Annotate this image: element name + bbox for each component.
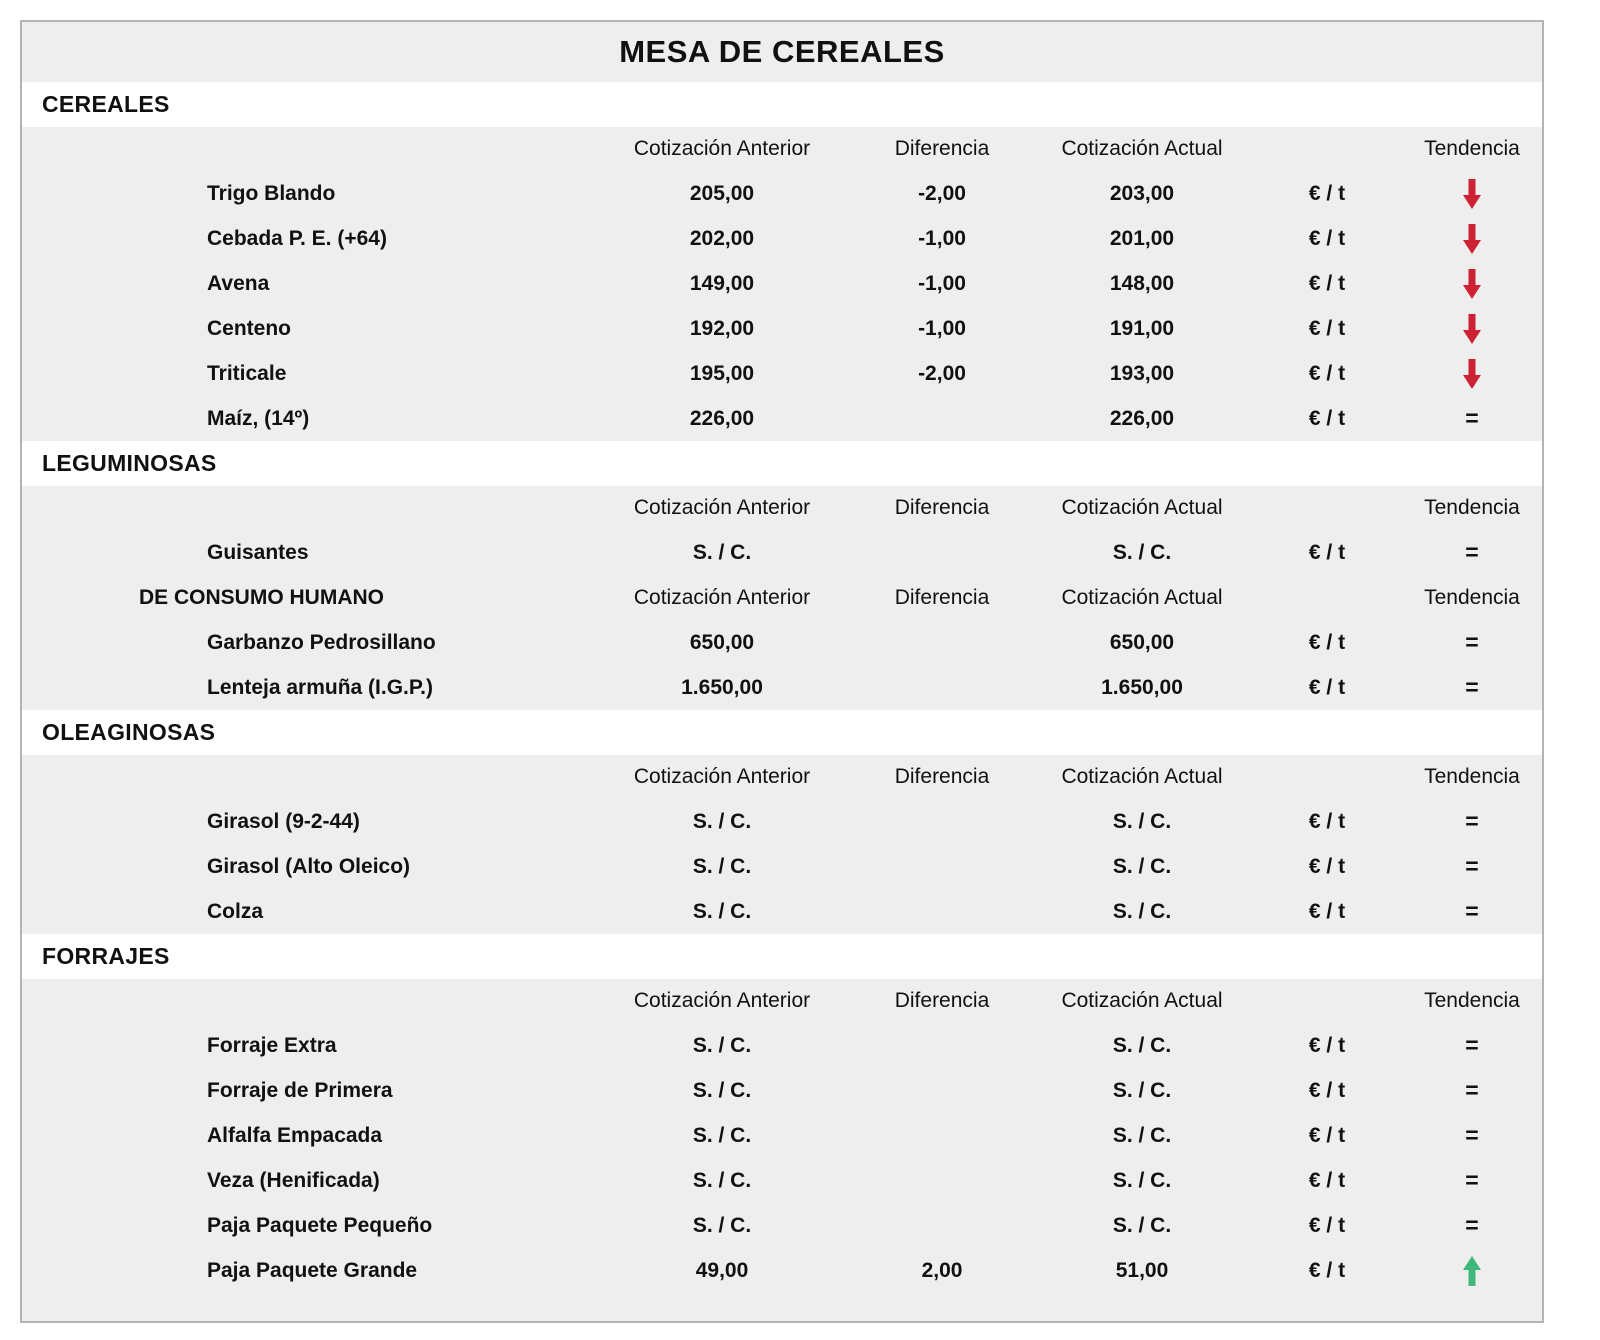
current-quote-value: S. / C. (1112, 540, 1172, 564)
previous-quote-value: 205,00 (689, 181, 755, 205)
section-title: LEGUMINOSAS (42, 450, 217, 476)
trend-up-arrow-icon (1402, 1254, 1542, 1288)
board-title-bar (22, 22, 1542, 82)
product-name: Forraje de Primera (207, 1078, 393, 1102)
trend-equal-icon: = (1465, 852, 1479, 879)
current-quote-value: S. / C. (1112, 1168, 1172, 1192)
column-header-row (22, 127, 1542, 171)
previous-quote-value: 1.650,00 (681, 675, 763, 699)
product-name: Trigo Blando (207, 181, 336, 205)
column-header-current: Cotización Actual (1061, 137, 1223, 160)
current-quote-value: 201,00 (1109, 226, 1175, 250)
unit-label: € / t (1308, 181, 1346, 205)
difference-value: -1,00 (918, 226, 966, 250)
column-header-trend: Tendencia (1424, 137, 1520, 160)
unit-label: € / t (1308, 271, 1346, 295)
current-quote-value: S. / C. (1112, 1033, 1172, 1057)
trend-down-arrow-icon (1402, 312, 1542, 346)
previous-quote-value: S. / C. (692, 1123, 752, 1147)
board-bottom-padding (22, 1293, 1542, 1321)
previous-quote-value: 192,00 (689, 316, 755, 340)
section-rows-oleaginosas (22, 755, 1542, 934)
column-header-previous: Cotización Anterior (633, 137, 811, 160)
unit-label: € / t (1308, 316, 1346, 340)
table-row[interactable] (22, 530, 1542, 575)
current-quote-value: S. / C. (1112, 1213, 1172, 1237)
table-row[interactable] (22, 620, 1542, 665)
difference-value: 2,00 (921, 1258, 963, 1282)
previous-quote-value: 49,00 (695, 1258, 749, 1282)
product-name: Forraje Extra (207, 1033, 337, 1057)
column-header-current: Cotización Actual (1061, 989, 1223, 1012)
trend-equal-icon: = (1465, 628, 1479, 655)
trend-equal-icon: = (1465, 897, 1479, 924)
table-row[interactable] (22, 261, 1542, 306)
product-name: Avena (207, 271, 270, 295)
previous-quote-value: 149,00 (689, 271, 755, 295)
column-header-difference: Diferencia (894, 585, 990, 609)
current-quote-value: S. / C. (1112, 899, 1172, 923)
unit-label: € / t (1308, 1258, 1346, 1282)
column-header-row (22, 755, 1542, 799)
current-quote-value: 51,00 (1115, 1258, 1169, 1282)
unit-label: € / t (1308, 406, 1346, 430)
column-header-previous: Cotización Anterior (633, 585, 811, 609)
column-header-current: Cotización Actual (1061, 765, 1223, 788)
difference-value: -2,00 (918, 181, 966, 205)
section-header-leguminosas (22, 441, 1542, 486)
product-name: Guisantes (207, 540, 309, 564)
column-header-previous: Cotización Anterior (633, 765, 811, 788)
page-title: MESA DE CEREALES (619, 34, 945, 69)
product-name: Centeno (207, 316, 291, 340)
previous-quote-value: S. / C. (692, 809, 752, 833)
column-header-previous: Cotización Anterior (633, 496, 811, 519)
unit-label: € / t (1308, 540, 1346, 564)
previous-quote-value: 202,00 (689, 226, 755, 250)
current-quote-value: S. / C. (1112, 1123, 1172, 1147)
trend-equal-icon: = (1465, 1076, 1479, 1103)
product-name: Cebada P. E. (+64) (207, 226, 387, 250)
column-header-trend: Tendencia (1424, 496, 1520, 519)
current-quote-value: 1.650,00 (1101, 675, 1183, 699)
previous-quote-value: S. / C. (692, 1168, 752, 1192)
trend-equal-icon: = (1465, 1031, 1479, 1058)
column-header-difference: Diferencia (894, 765, 990, 788)
table-row[interactable] (22, 1068, 1542, 1113)
trend-down-arrow-icon (1402, 222, 1542, 256)
previous-quote-value: 195,00 (689, 361, 755, 385)
unit-label: € / t (1308, 675, 1346, 699)
unit-label: € / t (1308, 630, 1346, 654)
column-header-previous: Cotización Anterior (633, 989, 811, 1012)
difference-value: -1,00 (918, 316, 966, 340)
section-rows-leguminosas (22, 486, 1542, 710)
current-quote-value: S. / C. (1112, 854, 1172, 878)
table-row[interactable] (22, 799, 1542, 844)
section-header-oleaginosas (22, 710, 1542, 755)
table-row[interactable] (22, 1248, 1542, 1293)
table-row[interactable] (22, 1158, 1542, 1203)
unit-label: € / t (1308, 361, 1346, 385)
product-name: Triticale (207, 361, 287, 385)
previous-quote-value: S. / C. (692, 540, 752, 564)
product-name: Colza (207, 899, 264, 923)
section-rows-forrajes (22, 979, 1542, 1293)
product-name: Veza (Henificada) (207, 1168, 380, 1192)
product-name: Alfalfa Empacada (207, 1123, 383, 1147)
previous-quote-value: S. / C. (692, 1213, 752, 1237)
difference-value: -1,00 (918, 271, 966, 295)
table-row[interactable] (22, 1113, 1542, 1158)
table-row[interactable] (22, 396, 1542, 441)
column-header-current: Cotización Actual (1061, 585, 1223, 609)
column-header-row (22, 486, 1542, 530)
product-name: Maíz, (14º) (207, 406, 310, 430)
previous-quote-value: S. / C. (692, 854, 752, 878)
product-name: Garbanzo Pedrosillano (207, 630, 436, 654)
unit-label: € / t (1308, 1033, 1346, 1057)
cereal-price-board (20, 20, 1544, 1323)
trend-equal-icon: = (1465, 1211, 1479, 1238)
current-quote-value: S. / C. (1112, 1078, 1172, 1102)
column-header-current: Cotización Actual (1061, 496, 1223, 519)
column-header-trend: Tendencia (1424, 989, 1520, 1012)
column-header-trend: Tendencia (1424, 585, 1520, 609)
previous-quote-value: 650,00 (689, 630, 755, 654)
sub-section-label: DE CONSUMO HUMANO (139, 585, 384, 609)
table-row[interactable] (22, 351, 1542, 396)
product-name: Paja Paquete Pequeño (207, 1213, 433, 1237)
section-rows-cereales (22, 127, 1542, 441)
section-header-cereales (22, 82, 1542, 127)
unit-label: € / t (1308, 899, 1346, 923)
table-row[interactable] (22, 1203, 1542, 1248)
current-quote-value: 191,00 (1109, 316, 1175, 340)
unit-label: € / t (1308, 1168, 1346, 1192)
section-header-forrajes (22, 934, 1542, 979)
column-header-trend: Tendencia (1424, 765, 1520, 788)
current-quote-value: 203,00 (1109, 181, 1175, 205)
column-header-row (22, 979, 1542, 1023)
trend-equal-icon: = (1465, 538, 1479, 565)
product-name: Paja Paquete Grande (207, 1258, 418, 1282)
current-quote-value: 226,00 (1109, 406, 1175, 430)
table-row[interactable] (22, 216, 1542, 261)
previous-quote-value: S. / C. (692, 899, 752, 923)
table-row[interactable] (22, 889, 1542, 934)
trend-down-arrow-icon (1402, 267, 1542, 301)
column-header-difference: Diferencia (894, 137, 990, 160)
trend-equal-icon: = (1465, 1166, 1479, 1193)
current-quote-value: 193,00 (1109, 361, 1175, 385)
previous-quote-value: S. / C. (692, 1078, 752, 1102)
section-title: FORRAJES (42, 943, 170, 969)
previous-quote-value: S. / C. (692, 1033, 752, 1057)
unit-label: € / t (1308, 1213, 1346, 1237)
current-quote-value: S. / C. (1112, 809, 1172, 833)
trend-equal-icon: = (1465, 1121, 1479, 1148)
trend-equal-icon: = (1465, 807, 1479, 834)
table-row[interactable] (22, 1023, 1542, 1068)
column-header-difference: Diferencia (894, 496, 990, 519)
table-row[interactable] (22, 171, 1542, 216)
section-title: OLEAGINOSAS (42, 719, 216, 745)
table-row[interactable] (22, 665, 1542, 710)
previous-quote-value: 226,00 (689, 406, 755, 430)
unit-label: € / t (1308, 809, 1346, 833)
unit-label: € / t (1308, 854, 1346, 878)
column-header-difference: Diferencia (894, 989, 990, 1012)
unit-label: € / t (1308, 226, 1346, 250)
trend-equal-icon: = (1465, 404, 1479, 431)
current-quote-value: 650,00 (1109, 630, 1175, 654)
table-row[interactable] (22, 844, 1542, 889)
section-title: CEREALES (42, 91, 170, 117)
trend-down-arrow-icon (1402, 177, 1542, 211)
trend-down-arrow-icon (1402, 357, 1542, 391)
table-row[interactable] (22, 306, 1542, 351)
difference-value: -2,00 (918, 361, 966, 385)
sections-container (22, 82, 1542, 1293)
trend-equal-icon: = (1465, 673, 1479, 700)
product-name: Girasol (Alto Oleico) (207, 854, 411, 878)
product-name: Girasol (9-2-44) (207, 809, 360, 833)
unit-label: € / t (1308, 1078, 1346, 1102)
sub-section-header-row (22, 575, 1542, 620)
unit-label: € / t (1308, 1123, 1346, 1147)
current-quote-value: 148,00 (1109, 271, 1175, 295)
product-name: Lenteja armuña (I.G.P.) (207, 675, 434, 699)
